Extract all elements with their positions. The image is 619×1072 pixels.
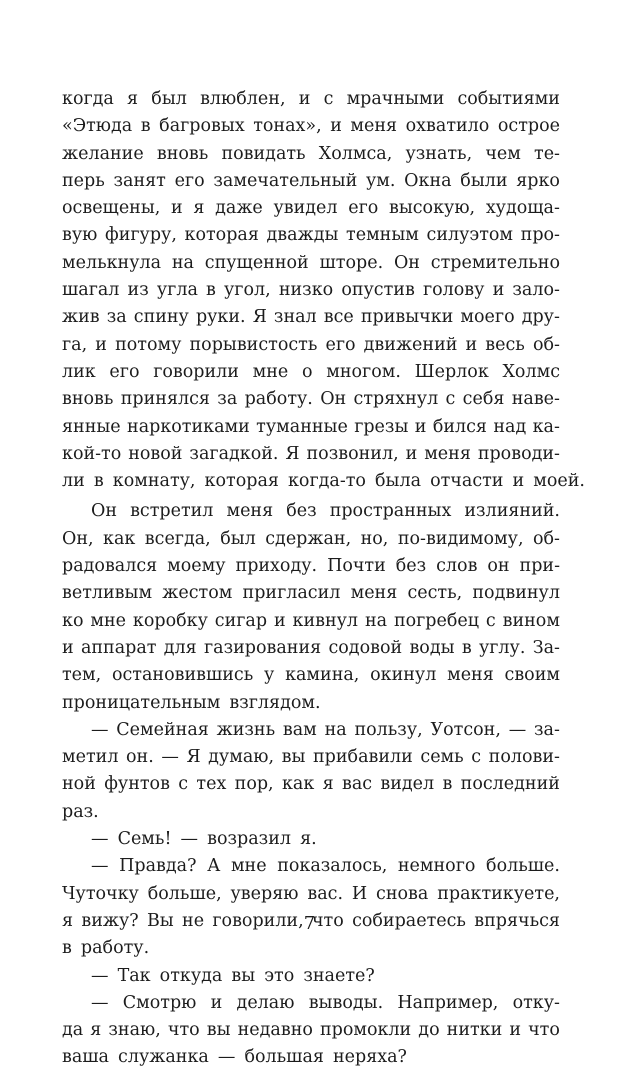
text-line: ваша служанка — большая неряха? — [62, 1047, 407, 1068]
text-line: и аппарат для газирования содовой воды в углу. За- — [62, 637, 560, 658]
text-line: метил он. — Я думаю, вы прибавили семь с полови- — [62, 747, 560, 768]
text-line: — Так откуда вы это знаете? — [91, 965, 375, 986]
text-line: проницательным взглядом. — [62, 692, 321, 713]
text-line: «Этюда в багровых тонах», и меня охватило острое — [62, 116, 560, 137]
text-line: да я знаю, что вы недавно промокли до нитки и что — [62, 1020, 560, 1041]
text-line: желание вновь повидать Холмса, узнать, чем те- — [62, 143, 560, 164]
text-line: когда я был влюблен, и с мрачными событиями — [62, 89, 560, 109]
text-line: лик его говорили мне о многом. Шерлок Холмс — [62, 361, 560, 382]
text-line: тем, остановившись у камина, окинул меня своим — [62, 665, 560, 686]
text-line: мелькнула на спущенной шторе. Он стремительно — [62, 252, 560, 273]
text-line: я вижу? Вы не говорили, что собираетесь впрячься — [62, 910, 560, 931]
text-line: раз. — [62, 801, 99, 822]
text-line: янные наркотиками туманные грезы и бился над ка- — [62, 416, 560, 437]
text-line: — Семь! — возразил я. — [91, 829, 317, 850]
text-line: — Правда? А мне показалось, немного больше. — [91, 856, 560, 877]
text-line: перь занят его замечательный ум. Окна были ярко — [62, 170, 560, 191]
text-line: вновь принялся за работу. Он стряхнул с себя наве- — [62, 389, 560, 410]
text-line: — Семейная жизнь вам на пользу, Уотсон, — за- — [91, 719, 560, 740]
text-line: Он, как всегда, был сдержан, но, по-видимому, об- — [62, 528, 560, 549]
text-line: ной фунтов с тех пор, как я вас видел в последний — [62, 774, 560, 795]
text-line: Он встретил меня без пространных излияний. — [91, 501, 560, 522]
text-line: кой-то новой загадкой. Я позвонил, и меня проводи- — [62, 443, 560, 464]
text-line: ли в комнату, которая когда-то была отчасти и моей. — [62, 471, 585, 492]
text-line: ветливым жестом пригласил меня сесть, подвинул — [62, 583, 560, 604]
text-line: освещены, и я даже увидел его высокую, худоща- — [62, 198, 560, 219]
text-line: жив за спину руки. Я знал все привычки моего дру- — [62, 307, 560, 328]
text-line: ко мне коробку сигар и кивнул на погребец с вином — [62, 610, 560, 631]
text-line: вую фигуру, которая дважды темным силуэтом про- — [62, 225, 560, 246]
text-line: Чуточку больше, уверяю вас. И снова практикуете, — [62, 883, 560, 904]
text-line: шагал из угла в угол, низко опустив голову и зало- — [62, 280, 560, 301]
text-line: га, и потому порывистость его движений и весь об- — [62, 334, 560, 355]
text-line: — Смотрю и делаю выводы. Например, отку- — [91, 992, 560, 1013]
text-line: в работу. — [62, 938, 150, 959]
page-number: 7 — [303, 913, 316, 934]
text-line: радовался моему приходу. Почти без слов он при- — [62, 556, 560, 577]
